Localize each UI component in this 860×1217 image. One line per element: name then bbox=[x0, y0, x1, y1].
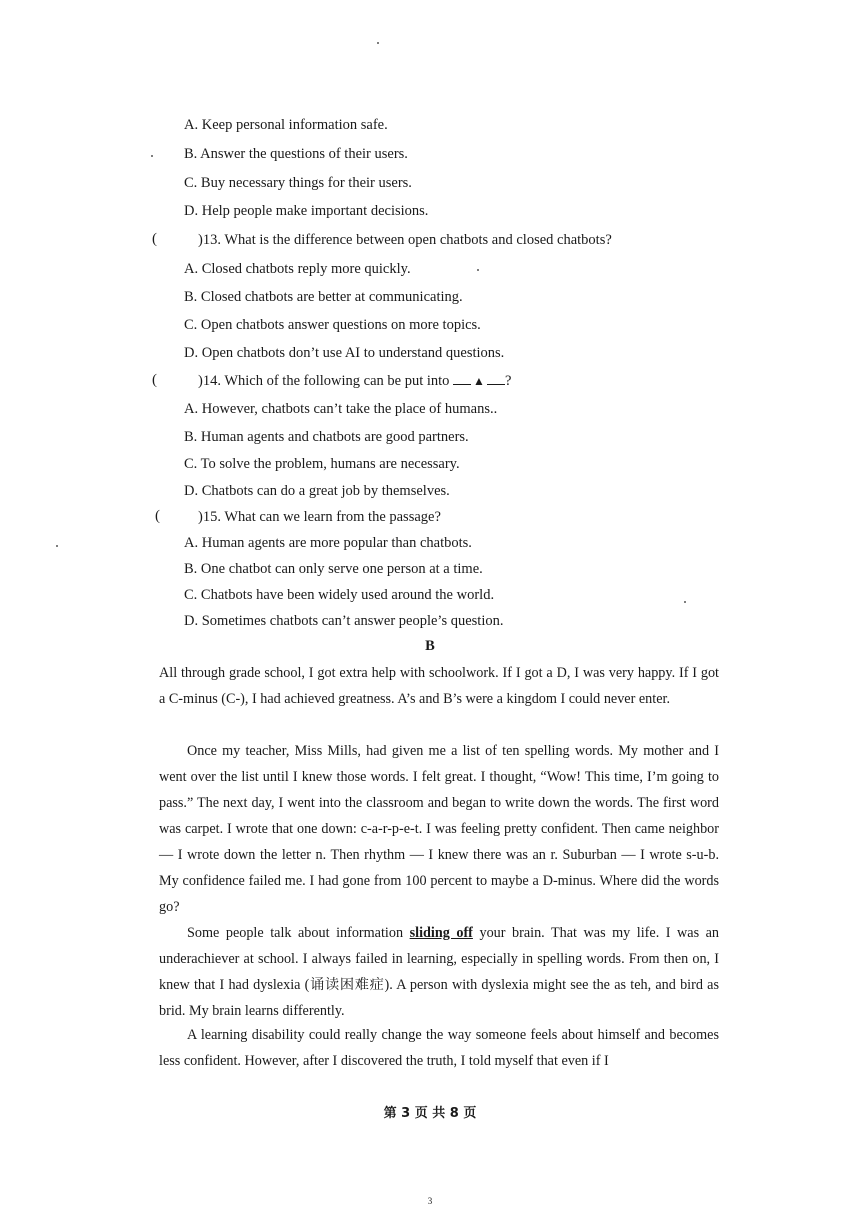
q13-option-c: C. Open chatbots answer questions on more topics. bbox=[184, 317, 481, 333]
q14-option-a: A. However, chatbots can’t take the place of humans.. bbox=[184, 401, 498, 417]
q14-stem bbox=[198, 372, 511, 390]
scan-speck bbox=[56, 545, 58, 547]
q14-stem-text: )14. Which of the following can be put into bbox=[198, 373, 450, 389]
paragraph-4-text: A learning disability could really change the way someone feels about himself and becomes less confident. However, after I discovered the truth, I told myself that even if I bbox=[159, 1027, 719, 1069]
passage-paragraph-3 bbox=[159, 920, 719, 1024]
q12-option-c: C. Buy necessary things for their users. bbox=[184, 175, 412, 191]
q15-answer-paren: ( bbox=[155, 508, 160, 524]
q13-option-a: A. Closed chatbots reply more quickly. bbox=[184, 261, 411, 277]
q15-option-b: B. One chatbot can only serve one person at a time. bbox=[184, 561, 483, 577]
passage-paragraph-2 bbox=[159, 738, 719, 920]
paragraph-2-text: Once my teacher, Miss Mills, had given me a list of ten spelling words. My mother and I went over the list until I knew those words. I felt great. I thought, “Wow! This time, I’m going to pass.” The next day, I went into the classroom and began to write down the words. The first word was carpet. I wrote that one down: c-a-r-p-e-t. I was feeling pretty confident. Then came neighbor — I wrote down the letter n. Then rhythm — I knew there was an r. Suburban — I wrote s-u-b. My confidence failed me. I had gone from 100 percent to maybe a D-minus. Where did the words go? bbox=[159, 743, 719, 915]
page-footer: 第 3 页 共 8 页 bbox=[383, 1106, 477, 1121]
q12-option-b: B. Answer the questions of their users. bbox=[184, 146, 408, 162]
q13-option-b: B. Closed chatbots are better at communicating. bbox=[184, 289, 463, 305]
q14-blank-left bbox=[453, 372, 471, 385]
underlined-phrase: sliding off bbox=[409, 925, 473, 941]
scan-speck bbox=[151, 155, 153, 157]
passage-paragraph-1 bbox=[159, 660, 719, 712]
page-number-mark: 3 bbox=[427, 1196, 433, 1206]
paragraph-1-text: All through grade school, I got extra help with schoolwork. If I got a D, I was very happy. If I got a C-minus (C-), I had achieved greatness. A’s and B’s were a kingdom I could never enter. bbox=[159, 665, 719, 707]
triangle-marker-icon: ▲ bbox=[473, 374, 485, 388]
q15-option-c: C. Chatbots have been widely used around the world. bbox=[184, 587, 495, 603]
q14-blank-right bbox=[487, 372, 505, 385]
scan-speck bbox=[684, 601, 686, 603]
section-title: B bbox=[425, 638, 435, 654]
q14-option-b: B. Human agents and chatbots are good partners. bbox=[184, 429, 469, 445]
q13-answer-paren: ( bbox=[152, 231, 157, 247]
q15-option-d: D. Sometimes chatbots can’t answer people’s question. bbox=[184, 613, 504, 629]
q12-option-a: A. Keep personal information safe. bbox=[184, 117, 388, 133]
q15-option-a: A. Human agents are more popular than chatbots. bbox=[184, 535, 472, 551]
scan-speck bbox=[477, 269, 479, 271]
scan-speck bbox=[377, 42, 379, 44]
q14-option-d: D. Chatbots can do a great job by themselves. bbox=[184, 483, 450, 499]
paragraph-3-text-before: Some people talk about information bbox=[187, 925, 404, 941]
q14-option-c: C. To solve the problem, humans are necessary. bbox=[184, 456, 460, 472]
q14-answer-paren: ( bbox=[152, 372, 157, 388]
q15-stem: )15. What can we learn from the passage? bbox=[198, 509, 441, 525]
paragraph-3-text-after: your brain. That was my life. I was an underachiever at school. I always failed in learning, especially in spelling words. From then on, I knew that I had dyslexia (诵读困难症). A person with dyslexia might see the as teh, and bird as brid. My brain learns differently. bbox=[159, 925, 720, 1019]
q13-stem: )13. What is the difference between open chatbots and closed chatbots? bbox=[198, 232, 612, 248]
q12-option-d: D. Help people make important decisions. bbox=[184, 203, 429, 219]
q14-question-mark: ? bbox=[504, 373, 512, 389]
passage-paragraph-4 bbox=[159, 1022, 719, 1074]
q13-option-d: D. Open chatbots don’t use AI to understand questions. bbox=[184, 345, 505, 361]
